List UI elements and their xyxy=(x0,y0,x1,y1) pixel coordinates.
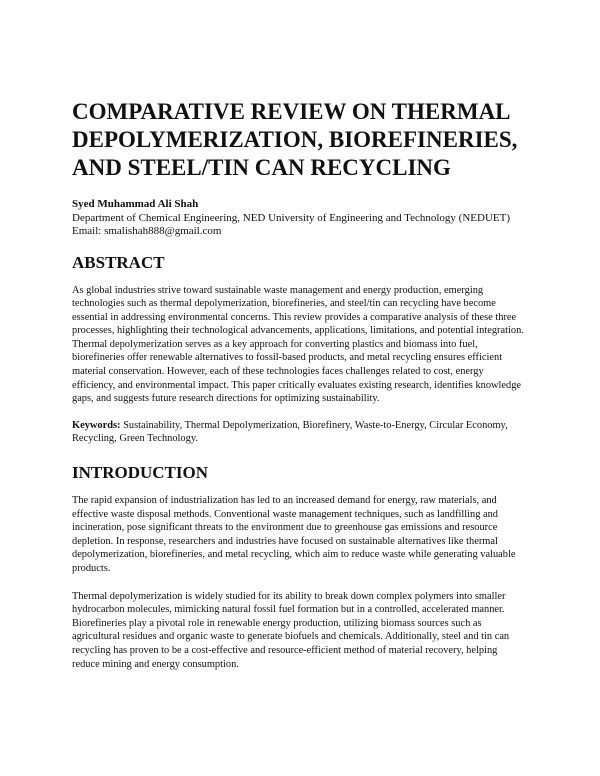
abstract-paragraph: As global industries strive toward sustainable waste management and energy production, emerging technologies such as thermal depolymerization, biorefineries, and steel/tin can recycling have become essential in addressing environmental concerns. This review provides a comparative analysis of these three processes, highlighting their technological advancements, applications, limitations, and potential integration. Thermal depolymerization serves as a key approach for converting plastics and biomass into fuel, biorefineries offer renewable alternatives to fossil-based products, and metal recycling ensures efficient material conservation. However, each of these technologies faces challenges related to cost, energy efficiency, and environmental impact. This paper critically evaluates existing research, identifies knowledge gaps, and suggests future research directions for optimizing sustainability. xyxy=(72,284,524,405)
keywords-line xyxy=(72,419,527,446)
introduction-heading: INTRODUCTION xyxy=(72,463,209,483)
author-name: Syed Muhammad Ali Shah xyxy=(72,198,199,210)
author-email: Email: smalishah888@gmail.com xyxy=(72,225,222,237)
introduction-paragraph-2: Thermal depolymerization is widely studied for its ability to break down complex polymers into smaller hydrocarbon molecules, mimicking natural fossil fuel formation but in a controlled, accelerated manner. Biorefineries play a pivotal role in renewable energy production, utilizing biomass sources such as agricultural residues and organic waste to generate biofuels and chemicals. Additionally, steel and tin can recycling has proven to be a cost-effective and resource-efficient method of material recovery, helping reduce mining and energy consumption. xyxy=(72,590,510,670)
paper-content xyxy=(72,98,527,671)
author-affiliation: Department of Chemical Engineering, NED University of Engineering and Technology (NEDUET) xyxy=(72,211,510,224)
paper-title: COMPARATIVE REVIEW ON THERMAL DEPOLYMERIZATION, BIOREFINERIES, AND STEEL/TIN CAN RECYCLING xyxy=(72,99,518,180)
abstract-heading: ABSTRACT xyxy=(72,252,165,272)
author-block xyxy=(72,198,527,239)
introduction-paragraph-1: The rapid expansion of industrialization has led to an increased demand for energy, raw materials, and effective waste disposal methods. Conventional waste management techniques, such as landfilling and incineration, pose significant threats to the environment due to greenhouse gas emissions and resource depletion. In response, researchers and industries have focused on sustainable alternatives like thermal depolymerization, biorefineries, and metal recycling, which aim to reduce waste while generating valuable products. xyxy=(72,495,516,574)
keywords-label: Keywords: xyxy=(72,419,121,431)
keywords-text: Sustainability, Thermal Depolymerization, Biorefinery, Waste-to-Energy, Circular Economy, Recycling, Green Technology. xyxy=(72,419,508,445)
